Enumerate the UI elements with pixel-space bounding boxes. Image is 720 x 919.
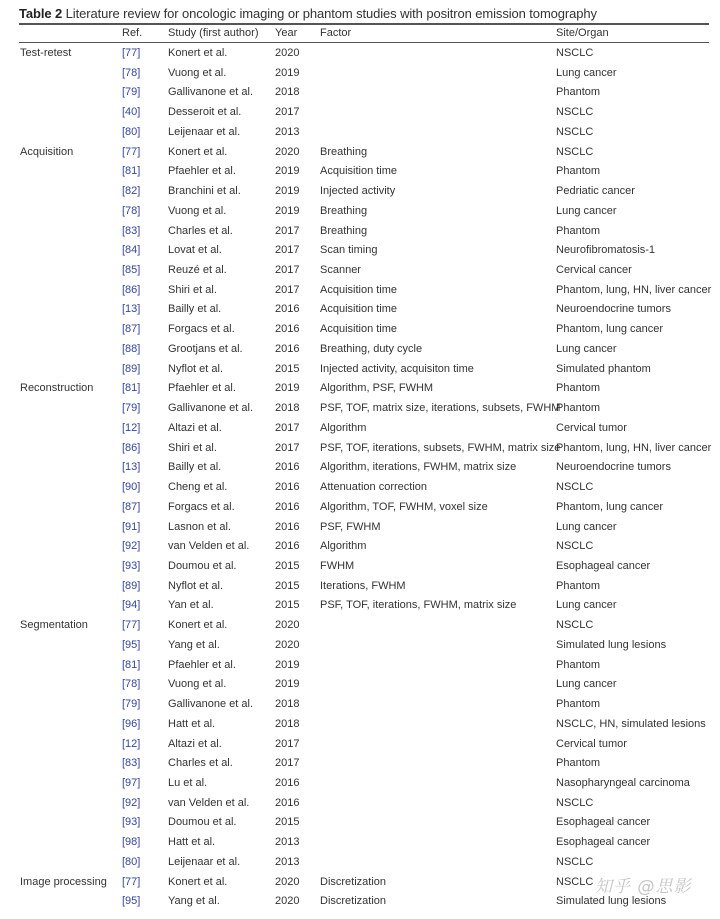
header-site: Site/Organ (556, 27, 609, 39)
table-row (0, 382, 720, 402)
row-year: 2015 (275, 559, 300, 572)
row-study: Branchini et al. (168, 185, 241, 198)
row-site: Cervical cancer (556, 264, 632, 277)
row-study: Doumou et al. (168, 559, 237, 572)
row-study: Lu et al. (168, 777, 208, 789)
row-study: Bailly et al. (168, 303, 222, 316)
row-year: 2015 (275, 816, 300, 829)
row-study: Hatt et al. (168, 836, 216, 849)
table-row (0, 678, 720, 698)
reference-link[interactable]: [98] (122, 836, 141, 849)
row-study: Lasnon et al. (168, 520, 231, 533)
row-study: Forgacs et al. (168, 323, 235, 336)
row-year: 2017 (275, 737, 300, 750)
row-site: Lung cancer (556, 678, 617, 691)
reference-link[interactable]: [78] (122, 204, 141, 217)
reference-link[interactable]: [87] (122, 500, 141, 513)
row-year: 2015 (275, 579, 300, 592)
table-row (0, 580, 720, 600)
table-row (0, 521, 720, 541)
row-factor: Algorithm (320, 421, 367, 434)
row-study: Charles et al. (168, 757, 233, 770)
row-site: Lung cancer (556, 520, 617, 533)
reference-link[interactable]: [94] (122, 599, 141, 612)
row-site: Phantom (556, 698, 601, 711)
row-factor: Breathing, duty cycle (320, 342, 423, 355)
reference-link[interactable]: [85] (122, 264, 141, 277)
reference-link[interactable]: [84] (122, 244, 141, 257)
reference-link[interactable]: [89] (122, 362, 141, 375)
row-study: Gallivanone et al. (168, 402, 253, 415)
row-site: Lung cancer (556, 204, 617, 217)
reference-link[interactable]: [81] (122, 658, 141, 671)
table-row (0, 639, 720, 659)
row-study: Hatt et al. (168, 717, 216, 730)
row-study: Charles et al. (168, 224, 233, 237)
row-site: Cervical tumor (556, 737, 627, 750)
row-year: 2020 (275, 47, 300, 59)
reference-link[interactable]: [96] (122, 717, 141, 730)
table-row (0, 442, 720, 462)
row-factor: Acquisition time (320, 283, 398, 296)
table-row (0, 47, 720, 67)
row-study: Desseroit et al. (168, 106, 242, 119)
row-year: 2020 (275, 619, 300, 632)
row-study: Shiri et al. (168, 283, 217, 296)
reference-link[interactable]: [77] (122, 619, 141, 632)
row-site: Simulated lung lesions (556, 638, 667, 651)
row-site: NSCLC (556, 125, 594, 138)
row-factor: Discretization (320, 875, 387, 888)
table-row (0, 757, 720, 777)
row-factor: Breathing (320, 204, 368, 217)
row-factor: Acquisition time (320, 323, 398, 336)
row-study: Pfaehler et al. (168, 658, 236, 671)
header-year: Year (275, 27, 298, 39)
row-year: 2017 (275, 421, 300, 434)
table-header-rule (19, 42, 709, 43)
row-year: 2017 (275, 224, 300, 237)
row-year: 2013 (275, 125, 300, 138)
row-study: Gallivanone et al. (168, 698, 253, 711)
table-row (0, 343, 720, 363)
row-study: Yang et al. (168, 895, 220, 908)
reference-link[interactable]: [77] (122, 145, 141, 158)
table-caption (19, 6, 597, 21)
table-row (0, 303, 720, 323)
row-site: Nasopharyngeal carcinoma (556, 777, 690, 789)
row-site: NSCLC (556, 145, 594, 158)
reference-link[interactable]: [80] (122, 855, 141, 868)
header-factor: Factor (320, 27, 352, 39)
table-title: Literature review for oncologic imaging or phantom studies with positron emission tomography (65, 6, 597, 21)
table-row (0, 481, 720, 501)
row-year: 2019 (275, 66, 300, 79)
row-site: Neuroendocrine tumors (556, 303, 671, 316)
row-factor: Acquisition time (320, 165, 398, 178)
row-site: Phantom (556, 579, 601, 592)
table-row (0, 659, 720, 679)
reference-link[interactable]: [81] (122, 382, 141, 395)
reference-link[interactable]: [77] (122, 47, 141, 59)
reference-link[interactable]: [83] (122, 224, 141, 237)
row-year: 2017 (275, 283, 300, 296)
table-row (0, 422, 720, 442)
table-header-row (0, 27, 720, 47)
table-row (0, 836, 720, 856)
row-category: Segmentation (20, 619, 88, 632)
row-factor: PSF, FWHM (320, 520, 381, 533)
table-row (0, 461, 720, 481)
reference-link[interactable]: [92] (122, 540, 141, 553)
reference-link[interactable]: [82] (122, 185, 141, 198)
row-study: Lovat et al. (168, 244, 222, 257)
table-row (0, 698, 720, 718)
table-row (0, 67, 720, 87)
row-year: 2015 (275, 599, 300, 612)
row-year: 2016 (275, 481, 300, 494)
row-study: Leijenaar et al. (168, 855, 241, 868)
row-site: NSCLC (556, 481, 594, 494)
row-year: 2019 (275, 165, 300, 178)
table-row (0, 599, 720, 619)
row-factor: Algorithm, iterations, FWHM, matrix size (320, 461, 517, 474)
row-site: NSCLC (556, 619, 594, 632)
row-category: Test-retest (20, 47, 72, 59)
row-site: Esophageal cancer (556, 816, 651, 829)
row-factor: FWHM (320, 559, 355, 572)
row-site: Phantom (556, 658, 601, 671)
row-study: Altazi et al. (168, 737, 222, 750)
table-row (0, 225, 720, 245)
reference-link[interactable]: [78] (122, 678, 141, 691)
row-site: Phantom, lung cancer (556, 500, 664, 513)
row-study: Pfaehler et al. (168, 165, 236, 178)
row-year: 2016 (275, 520, 300, 533)
row-year: 2017 (275, 106, 300, 119)
table-row (0, 185, 720, 205)
row-site: Phantom (556, 224, 601, 237)
row-year: 2019 (275, 382, 300, 395)
table-row (0, 895, 720, 915)
row-year: 2018 (275, 698, 300, 711)
table-row (0, 165, 720, 185)
row-year: 2016 (275, 461, 300, 474)
row-study: Nyflot et al. (168, 362, 224, 375)
row-site: NSCLC (556, 875, 594, 888)
reference-link[interactable]: [86] (122, 283, 141, 296)
row-year: 2013 (275, 855, 300, 868)
row-factor: Injected activity (320, 185, 396, 198)
row-site: NSCLC (556, 106, 594, 119)
row-year: 2013 (275, 836, 300, 849)
row-study: Konert et al. (168, 619, 228, 632)
table-row (0, 244, 720, 264)
reference-link[interactable]: [13] (122, 461, 141, 474)
row-site: Lung cancer (556, 599, 617, 612)
row-year: 2018 (275, 402, 300, 415)
row-year: 2018 (275, 86, 300, 99)
reference-link[interactable]: [97] (122, 777, 141, 789)
table-top-rule (19, 23, 709, 25)
row-site: Neuroendocrine tumors (556, 461, 671, 474)
row-study: Altazi et al. (168, 421, 222, 434)
row-study: Nyflot et al. (168, 579, 224, 592)
row-factor: Scan timing (320, 244, 378, 257)
table-row (0, 718, 720, 738)
row-site: Simulated phantom (556, 362, 651, 375)
row-study: Vuong et al. (168, 204, 227, 217)
row-site: Phantom (556, 402, 601, 415)
reference-link[interactable]: [80] (122, 125, 141, 138)
row-factor: Injected activity, acquisiton time (320, 362, 474, 375)
row-study: Yan et al. (168, 599, 214, 612)
table-row (0, 323, 720, 343)
row-factor: Attenuation correction (320, 481, 428, 494)
row-study: Konert et al. (168, 875, 228, 888)
reference-link[interactable]: [79] (122, 86, 141, 99)
table-row (0, 540, 720, 560)
reference-link[interactable]: [88] (122, 342, 141, 355)
row-factor: Iterations, FWHM (320, 579, 406, 592)
row-site: Phantom (556, 757, 601, 770)
row-year: 2020 (275, 875, 300, 888)
reference-link[interactable]: [91] (122, 520, 141, 533)
row-site: Pedriatic cancer (556, 185, 635, 198)
row-site: Phantom, lung cancer (556, 323, 664, 336)
row-category: Acquisition (20, 145, 74, 158)
row-year: 2019 (275, 678, 300, 691)
row-study: van Velden et al. (168, 796, 250, 809)
row-site: NSCLC (556, 855, 594, 868)
row-year: 2016 (275, 500, 300, 513)
table-row (0, 86, 720, 106)
row-factor: Algorithm (320, 540, 367, 553)
row-factor: Breathing (320, 224, 368, 237)
row-site: Lung cancer (556, 66, 617, 79)
table-row (0, 619, 720, 639)
row-study: Yang et al. (168, 638, 220, 651)
row-site: NSCLC (556, 47, 594, 59)
table-row (0, 205, 720, 225)
table-row (0, 501, 720, 521)
header-ref: Ref. (122, 27, 143, 39)
table-row (0, 126, 720, 146)
header-study: Study (first author) (168, 27, 259, 39)
row-year: 2016 (275, 323, 300, 336)
row-category: Reconstruction (20, 382, 94, 395)
row-study: Shiri et al. (168, 441, 217, 454)
row-study: Vuong et al. (168, 66, 227, 79)
row-factor: Acquisition time (320, 303, 398, 316)
reference-link[interactable]: [89] (122, 579, 141, 592)
row-site: Cervical tumor (556, 421, 627, 434)
row-year: 2016 (275, 342, 300, 355)
row-year: 2019 (275, 204, 300, 217)
reference-link[interactable]: [79] (122, 402, 141, 415)
table-row (0, 284, 720, 304)
row-factor: Algorithm, TOF, FWHM, voxel size (320, 500, 488, 513)
table-row (0, 560, 720, 580)
row-year: 2016 (275, 540, 300, 553)
row-study: Leijenaar et al. (168, 125, 241, 138)
table-row (0, 106, 720, 126)
row-study: Gallivanone et al. (168, 86, 253, 99)
row-site: Phantom, lung, HN, liver cancer (556, 441, 712, 454)
row-study: Vuong et al. (168, 678, 227, 691)
row-study: van Velden et al. (168, 540, 250, 553)
row-year: 2020 (275, 145, 300, 158)
row-site: NSCLC (556, 540, 594, 553)
row-year: 2020 (275, 638, 300, 651)
row-site: NSCLC (556, 796, 594, 809)
row-study: Doumou et al. (168, 816, 237, 829)
row-year: 2016 (275, 303, 300, 316)
row-year: 2015 (275, 362, 300, 375)
row-factor: Algorithm, PSF, FWHM (320, 382, 434, 395)
row-year: 2018 (275, 717, 300, 730)
table-row (0, 363, 720, 383)
reference-link[interactable]: [78] (122, 66, 141, 79)
reference-link[interactable]: [90] (122, 481, 141, 494)
row-study: Bailly et al. (168, 461, 222, 474)
reference-link[interactable]: [83] (122, 757, 141, 770)
row-site: Neurofibromatosis-1 (556, 244, 656, 257)
table-row (0, 797, 720, 817)
row-year: 2019 (275, 185, 300, 198)
table-row (0, 777, 720, 797)
row-site: Phantom, lung, HN, liver cancer (556, 283, 712, 296)
watermark: 知乎 @思影 (595, 877, 692, 897)
row-year: 2017 (275, 441, 300, 454)
table-row (0, 816, 720, 836)
row-site: Esophageal cancer (556, 836, 651, 849)
reference-link[interactable]: [95] (122, 638, 141, 651)
row-site: NSCLC, HN, simulated lesions (556, 717, 706, 730)
row-site: Esophageal cancer (556, 559, 651, 572)
row-year: 2016 (275, 777, 300, 789)
reference-link[interactable]: [12] (122, 421, 141, 434)
row-study: Cheng et al. (168, 481, 228, 494)
row-site: Phantom (556, 86, 601, 99)
row-factor: PSF, TOF, iterations, FWHM, matrix size (320, 599, 517, 612)
row-year: 2020 (275, 895, 300, 908)
row-category: Image processing (20, 875, 107, 888)
row-year: 2019 (275, 658, 300, 671)
row-factor: PSF, TOF, iterations, subsets, FWHM, matrix size (320, 441, 561, 454)
row-study: Grootjans et al. (168, 342, 243, 355)
row-site: Phantom (556, 165, 601, 178)
row-study: Reuzé et al. (168, 264, 227, 277)
reference-link[interactable]: [92] (122, 796, 141, 809)
row-year: 2017 (275, 244, 300, 257)
reference-link[interactable]: [93] (122, 559, 141, 572)
table-label: Table 2 (19, 6, 63, 21)
reference-link[interactable]: [40] (122, 106, 141, 119)
reference-link[interactable]: [86] (122, 441, 141, 454)
reference-link[interactable]: [12] (122, 737, 141, 750)
row-site: Simulated lung lesions (556, 895, 667, 908)
reference-link[interactable]: [95] (122, 895, 141, 908)
row-factor: Breathing (320, 145, 368, 158)
row-study: Konert et al. (168, 145, 228, 158)
table-row (0, 402, 720, 422)
row-study: Konert et al. (168, 47, 228, 59)
row-year: 2017 (275, 264, 300, 277)
reference-link[interactable]: [87] (122, 323, 141, 336)
row-year: 2017 (275, 757, 300, 770)
row-factor: PSF, TOF, matrix size, iterations, subsets, FWHM (320, 402, 561, 415)
row-factor: Scanner (320, 264, 361, 277)
row-factor: Discretization (320, 895, 387, 908)
reference-link[interactable]: [79] (122, 698, 141, 711)
row-site: Phantom (556, 382, 601, 395)
reference-link[interactable]: [81] (122, 165, 141, 178)
reference-link[interactable]: [93] (122, 816, 141, 829)
table-row (0, 264, 720, 284)
table-row (0, 738, 720, 758)
row-study: Pfaehler et al. (168, 382, 236, 395)
reference-link[interactable]: [13] (122, 303, 141, 316)
row-study: Forgacs et al. (168, 500, 235, 513)
reference-link[interactable]: [77] (122, 875, 141, 888)
table-row (0, 146, 720, 166)
row-site: Lung cancer (556, 342, 617, 355)
row-year: 2016 (275, 796, 300, 809)
